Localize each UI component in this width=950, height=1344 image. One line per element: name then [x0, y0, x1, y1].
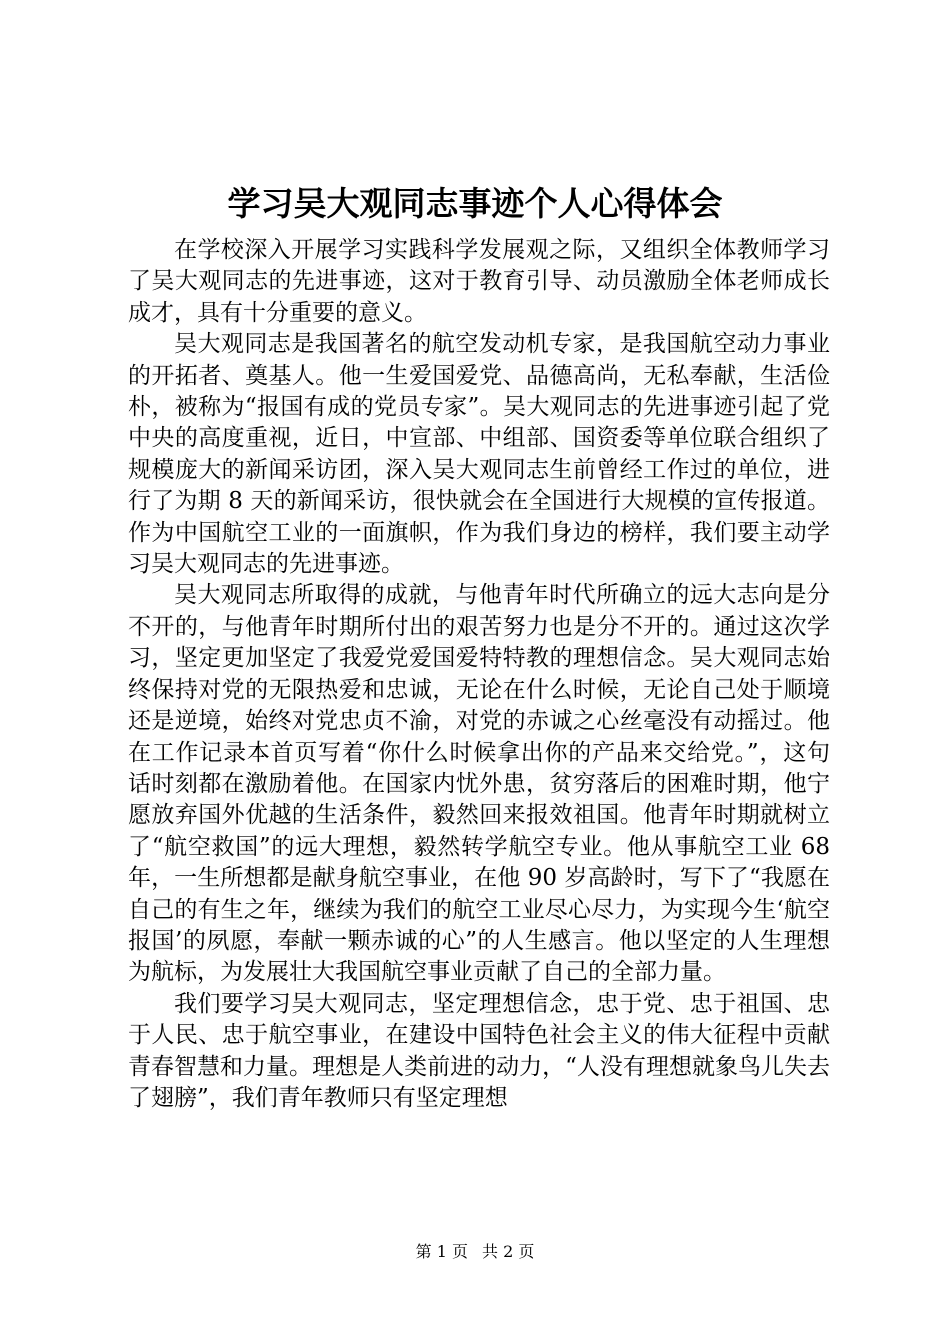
paragraph-1: 在学校深入开展学习实践科学发展观之际，又组织全体教师学习了吴大观同志的先进事迹，这对于教育引导、动员激励全体老师成长成才，具有十分重要的意义。 — [128, 237, 830, 326]
page-number: 第 1 页 — [415, 1242, 468, 1261]
paragraph-4: 我们要学习吴大观同志，坚定理想信念，忠于党、忠于祖国、忠于人民、忠于航空事业，在建设中国特色社会主义的伟大征程中贡献青春智慧和力量。理想是人类前进的动力，“人没有理想就象鸟儿失去了翅膀”，我们青年教师只有坚定理想 — [128, 990, 830, 1111]
paragraph-3: 吴大观同志所取得的成就，与他青年时代所确立的远大志向是分不开的，与他青年时期所付出的艰苦努力也是分不开的。通过这次学习，坚定更加坚定了我爱党爱国爱特特教的理想信念。吴大观同志始终保持对党的无限热爱和忠诚，无论在什么时候，无论自己处于顺境还是逆境，始终对党忠贞不渝，对党的赤诚之心丝毫没有动摇过。他在工作记录本首页写着“你什么时候拿出你的产品来交给党。”，这句话时刻都在激励着他。在国家内忧外患，贫穷落后的困难时期，他宁愿放弃国外优越的生活条件，毅然回来报效祖国。他青年时期就树立了“航空救国”的远大理想，毅然转学航空专业。他从事航空工业 68 年，一生所想都是献身航空事业，在他 90 岁高龄时，写下了“我愿在自己的有生之年，继续为我们的航空工业尽心尽力，为实现今生‘航空报国’的夙愿，奉献一颗赤诚的心”的人生感言。他以坚定的人生理想为航标，为发展壮大我国航空事业贡献了自己的全部力量。 — [128, 582, 830, 986]
page-footer — [0, 1242, 950, 1262]
paragraph-2: 吴大观同志是我国著名的航空发动机专家，是我国航空动力事业的开拓者、奠基人。他一生爱国爱党、品德高尚，无私奉献，生活俭朴，被称为“报国有成的党员专家”。吴大观同志的先进事迹引起了党中央的高度重视，近日，中宣部、中组部、国资委等单位联合组织了规模庞大的新闻采访团，深入吴大观同志生前曾经工作过的单位，进行了为期 8 天的新闻采访，很快就会在全国进行大规模的宣传报道。作为中国航空工业的一面旗帜，作为我们身边的榜样，我们要主动学习吴大观同志的先进事迹。 — [128, 331, 830, 578]
document-title: 学习吴大观同志事迹个人心得体会 — [227, 184, 723, 223]
page-total: 共 2 页 — [482, 1242, 535, 1261]
document-body — [128, 235, 830, 1114]
